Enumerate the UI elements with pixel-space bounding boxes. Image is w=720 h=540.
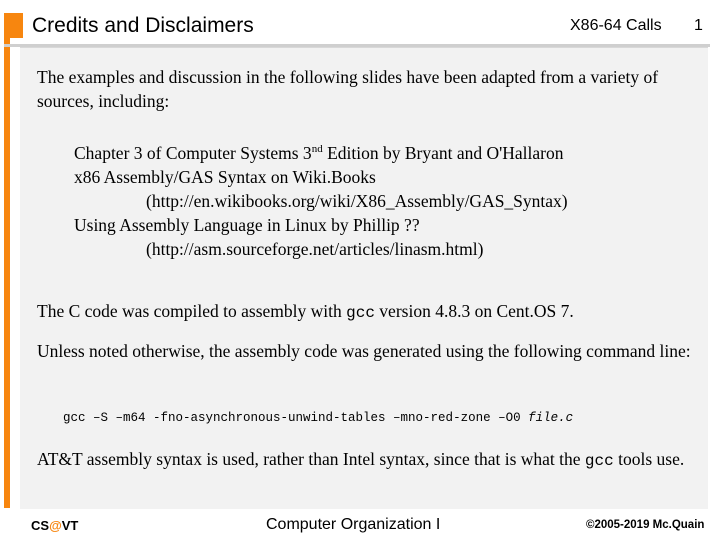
paragraph-text: The C code was compiled to assembly with [37, 301, 347, 321]
source-text: Chapter 3 of Computer Systems 3 [74, 142, 312, 163]
code-gcc: gcc [346, 304, 375, 322]
paragraph-text: tools use. [613, 449, 685, 469]
source-url: (http://asm.sourceforge.net/articles/linasm.html) [146, 238, 484, 259]
paragraph-text: AT&T assembly syntax is used, rather than Intel syntax, since that is what the [37, 449, 585, 469]
source-item: Using Assembly Language in Linux by Phillip ?? [74, 214, 420, 235]
unless-paragraph: Unless noted otherwise, the assembly code was generated using the following command line: [37, 341, 691, 361]
compiler-paragraph [37, 299, 707, 325]
superscript: nd [311, 143, 323, 155]
footer-institution [31, 518, 78, 533]
footer-copyright: ©2005-2019 Mc.Quain [586, 519, 705, 531]
slide-title: Credits and Disclaimers [32, 14, 254, 37]
content-area [20, 47, 708, 509]
sources-list [74, 137, 694, 261]
footer-text: VT [61, 518, 79, 533]
source-url: (http://en.wikibooks.org/wiki/X86_Assembly/GAS_Syntax) [146, 190, 568, 211]
command-line [63, 411, 573, 425]
footer-course: Computer Organization I [266, 516, 441, 533]
accent-square [4, 13, 23, 38]
paragraph-text: version 4.8.3 on Cent.OS 7. [374, 301, 574, 321]
command-text: gcc –S –m64 -fno-asynchronous-unwind-tables –mno-red-zone –O0 [63, 411, 529, 425]
source-item: x86 Assembly/GAS Syntax on Wiki.Books [74, 166, 376, 187]
source-item [74, 137, 694, 165]
page-number: 1 [694, 17, 703, 34]
code-gcc: gcc [584, 452, 614, 470]
command-file: file.c [528, 411, 574, 425]
intro-paragraph: The examples and discussion in the following slides have been adapted from a variety of sources, including: [37, 67, 659, 111]
header-divider [4, 44, 710, 47]
footer-text: CS [31, 518, 50, 533]
source-text: Edition by Bryant and O'Hallaron [322, 142, 564, 163]
course-label: X86-64 Calls [570, 17, 662, 34]
footer-at: @ [49, 518, 62, 533]
syntax-paragraph [37, 447, 707, 473]
accent-bar [4, 38, 10, 508]
